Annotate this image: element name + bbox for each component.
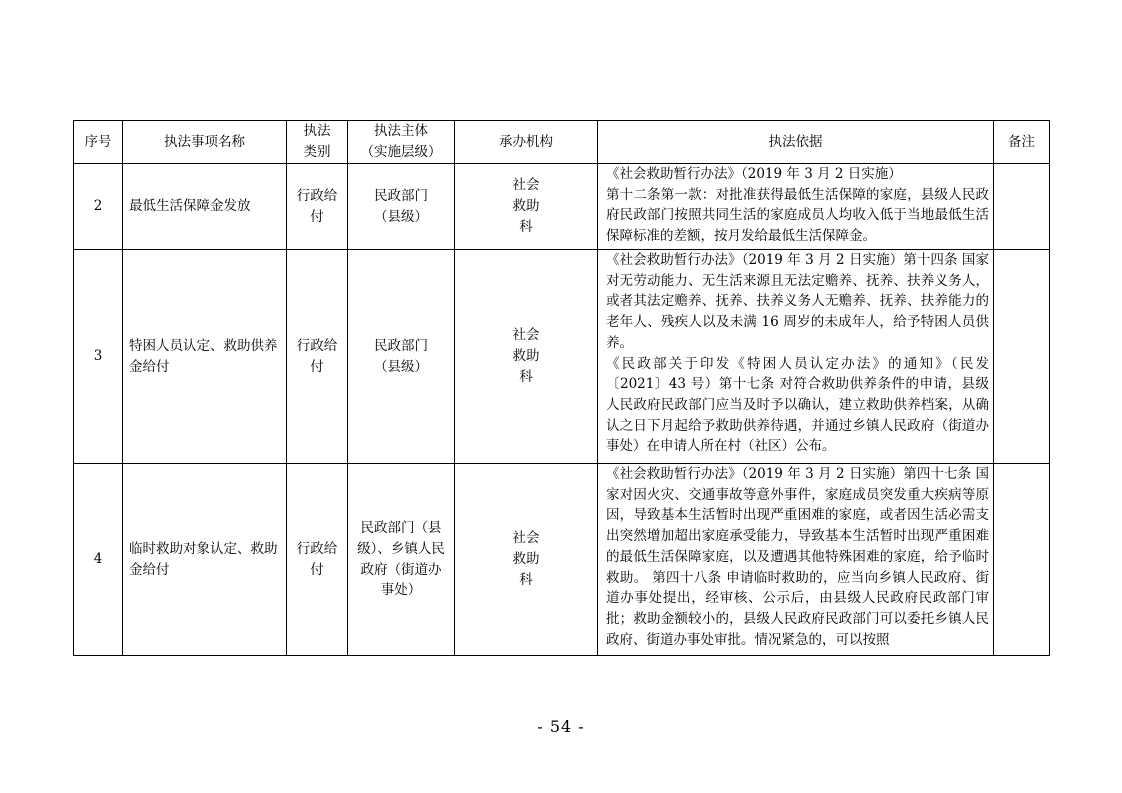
row-type	[287, 164, 348, 250]
row-office	[455, 250, 598, 464]
row-remark	[994, 164, 1050, 250]
header-name: 执法事项名称	[123, 121, 287, 164]
row-office	[455, 164, 598, 250]
row-basis	[598, 464, 994, 656]
header-type-line1: 执法	[303, 123, 331, 140]
header-type	[287, 121, 348, 164]
row-type-text: 行政给付	[296, 540, 338, 578]
basis-paragraph: 《民政部关于印发《特困人员认定办法》的通知》（民发〔2021〕43 号）第十七条 对符合救助供养条件的申请，县级人民政府民政部门应当及时予以确认，建立救助供养档案，从确认之日下月起给予救助供养待遇，并通过乡镇人民政府（街道办事处）在申请人所在村（社区）公布。	[606, 355, 989, 455]
row-name: 最低生活保障金发放	[123, 164, 287, 250]
header-subject	[348, 121, 455, 164]
header-subject-line1: 执法主体	[374, 123, 428, 140]
basis-paragraph: 《社会救助暂行办法》（2019 年 3 月 2 日实施）	[606, 166, 902, 182]
basis-paragraph: 《社会救助暂行办法》（2019 年 3 月 2 日实施）第四十七条 国家对因火灾、交通事故等意外事件，家庭成员突发重大疾病等原因，导致基本生活暂时出现严重困难的家庭，或者因生活必需支出突然增加超出家庭承受能力，导致基本生活暂时出现严重困难的最低生活保障家庭，以及遭遇其他特殊困难的家庭，给予临时救助。 第四十八条 申请临时救助的，应当向乡镇人民政府、街道办事处提出，经审核、公示后，由县级人民政府民政部门审批；救助金额较小的，县级人民政府民政部门可以委托乡镇人民政府、街道办事处审批。情况紧急的，可以按照	[606, 466, 989, 648]
row-seq: 3	[74, 250, 123, 464]
row-subject	[348, 164, 455, 250]
enforcement-items-table	[73, 120, 1050, 656]
header-type-line2: 类别	[303, 144, 331, 160]
row-basis	[598, 250, 994, 464]
row-subject	[348, 250, 455, 464]
table-row	[74, 164, 1050, 250]
row-subject-text: 民政部门（县级）	[374, 187, 428, 225]
row-type	[287, 464, 348, 656]
header-office: 承办机构	[455, 121, 598, 164]
row-subject	[348, 464, 455, 656]
header-basis: 执法依据	[598, 121, 994, 164]
row-name: 临时救助对象认定、救助金给付	[123, 464, 287, 656]
page-number: - 54 -	[537, 717, 585, 736]
table-row	[74, 464, 1050, 656]
row-type-text: 行政给付	[296, 337, 338, 375]
basis-paragraph: 《社会救助暂行办法》（2019 年 3 月 2 日实施）第十四条 国家对无劳动能力、无生活来源且无法定赡养、抚养、扶养义务人，或者其法定赡养、抚养、扶养义务人无赡养、抚养、扶养能力的老年人、残疾人以及未满 16 周岁的未成年人，给予特困人员供养。	[606, 252, 989, 351]
table-row	[74, 250, 1050, 464]
row-type-text: 行政给付	[296, 187, 338, 225]
row-seq: 2	[74, 164, 123, 250]
row-remark	[994, 464, 1050, 656]
table-header-row	[74, 121, 1050, 164]
header-seq: 序号	[74, 121, 123, 164]
row-subject-text: 民政部门（县级）	[374, 337, 428, 375]
row-type	[287, 250, 348, 464]
row-seq: 4	[74, 464, 123, 656]
row-basis	[598, 164, 994, 250]
header-subject-line2: （实施层级）	[360, 144, 442, 160]
row-office-text: 社会救助科	[512, 327, 540, 385]
header-remark: 备注	[994, 121, 1050, 164]
row-name: 特困人员认定、救助供养金给付	[123, 250, 287, 464]
row-office-text: 社会救助科	[512, 530, 540, 588]
row-subject-text: 民政部门（县级）、乡镇人民政府（街道办事处）	[357, 520, 445, 599]
basis-paragraph: 第十二条第一款：对批准获得最低生活保障的家庭，县级人民政府民政部门按照共同生活的家庭成员人均收入低于当地最低生活保障标准的差额，按月发给最低生活保障金。	[606, 186, 989, 245]
row-office	[455, 464, 598, 656]
row-remark	[994, 250, 1050, 464]
row-office-text: 社会救助科	[512, 177, 540, 235]
